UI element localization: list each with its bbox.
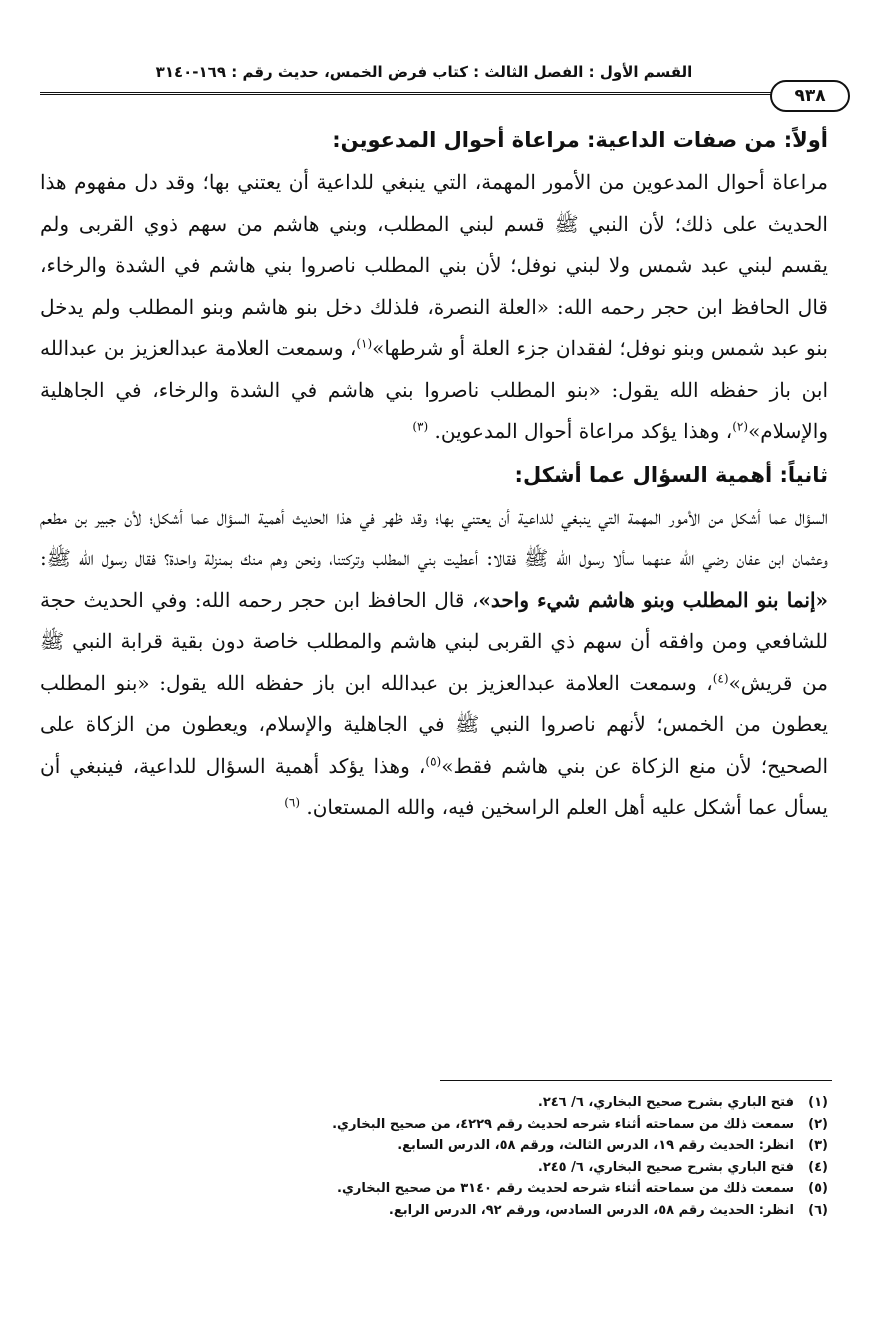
footnote-item	[40, 1157, 828, 1179]
footnote-number: (١)	[808, 1095, 828, 1110]
paragraph-text: مراعاة أحوال المدعوين من الأمور المهمة، التي ينبغي للداعية أن يعتني بها؛ وقد دل مفهوم هذا الحديث على ذلك؛ لأن النبي ﷺ قسم لبني المطلب، وبني هاشم من سهم ذوي القربى ولم يقسم لبني عبد شمس ولا لبني نوفل؛ لأن بني المطلب ناصروا بني هاشم في الشدة والرخاء، قال الحافظ ابن حجر رحمه الله: «العلة النصرة، فلذلك دخل بنو هاشم وبنو المطلب ولم يدخل بنو عبد شمس وبنو نوفل؛ لفقدان جزء العلة أو شرطها»	[40, 170, 828, 360]
footnote-number: (٥)	[808, 1181, 828, 1196]
footnote-text: فتح الباري بشرح صحيح البخاري، ٦/ ٢٤٥.	[537, 1159, 794, 1175]
footnote-item	[40, 1092, 828, 1114]
footnote-ref-5[interactable]: (٥)	[425, 753, 442, 768]
section-paragraph-2	[40, 497, 828, 829]
footnote-text: انظر: الحديث رقم ١٩، الدرس الثالث، ورقم ٥٨، الدرس السابع.	[397, 1138, 794, 1153]
footnote-ref-4[interactable]: (٤)	[712, 670, 729, 685]
paragraph-text: السؤال عما أشكل من الأمور المهمة التي ينبغي للداعية أن يعتني بها؛ وقد ظهر في هذا الحديث أهمية السؤال عما أشكل؛ لأن جبير بن مطعم وعثمان ابن عفان رضي الله عنهما سألا رسول الله ﷺ فقالا: أعطيت بني المطلب وتركتنا، ونحن وهم منك بمنزلة واحدة؟ فقال رسول الله ﷺ:	[40, 504, 829, 570]
paragraph-text: ، قال الحافظ ابن حجر رحمه الله: وفي الحديث حجة للشافعي ومن وافقه أن سهم ذي القربى لبني هاشم والمطلب خاصة دون بقية قرابة النبي ﷺ من قريش»	[40, 587, 828, 695]
footnote-text: سمعت ذلك من سماحته أثناء شرحه لحديث رقم ٤٢٢٩، من صحيح البخاري.	[332, 1116, 794, 1132]
footnote-ref-3[interactable]: (٣)	[412, 419, 429, 434]
section-paragraph-1	[40, 162, 828, 453]
footnotes-list	[40, 1092, 828, 1221]
footnote-item	[40, 1178, 828, 1200]
footnote-item	[40, 1114, 828, 1136]
footnote-text: انظر: الحديث رقم ٥٨، الدرس السادس، ورقم ٩٢، الدرس الرابع.	[388, 1202, 794, 1218]
footnote-text: سمعت ذلك من سماحته أثناء شرحه لحديث رقم ٣١٤٠ من صحيح البخاري.	[337, 1181, 794, 1196]
footnote-ref-6[interactable]: (٦)	[284, 795, 301, 810]
section-heading-1: أولاً: من صفات الداعية: مراعاة أحوال المدعوين:	[332, 128, 828, 152]
footnote-ref-2[interactable]: (٢)	[732, 419, 749, 434]
footnote-ref-1[interactable]: (١)	[356, 336, 373, 351]
page-number-badge: ٩٣٨	[770, 80, 850, 112]
section-heading-2: ثانياً: أهمية السؤال عما أشكل:	[514, 462, 828, 487]
running-header: القسم الأول : الفصل الثالث : كتاب فرض الخمس، حديث رقم : ١٦٩-٣١٤٠	[155, 63, 693, 81]
paragraph-text: ، وسمعت العلامة عبدالعزيز بن عبدالله ابن باز حفظه الله يقول: «بنو المطلب ناصروا بني هاشم في الشدة والرخاء، في الجاهلية والإسلام»	[40, 336, 828, 443]
paragraph-text: ، وسمعت العلامة عبدالعزيز بن عبدالله ابن باز حفظه الله يقول: «بنو المطلب يعطون من الخمس؛ لأنهم ناصروا النبي ﷺ في الجاهلية والإسلام، ويعطون من الزكاة على الصحيح؛ لأن منع الزكاة عن بني هاشم فقط»	[40, 670, 828, 778]
footnote-number: (٢)	[808, 1116, 828, 1132]
paragraph-text: ، وهذا يؤكد أهمية السؤال للداعية، فينبغي أن يسأل عما أشكل عليه أهل العلم الراسخين فيه، والله المستعان.	[40, 753, 828, 819]
footnote-number: (٦)	[808, 1202, 828, 1218]
footnote-number: (٣)	[808, 1138, 828, 1153]
footnote-item	[40, 1200, 828, 1222]
footnote-text: فتح الباري بشرح صحيح البخاري، ٦/ ٢٤٦.	[537, 1095, 794, 1110]
main-text	[40, 118, 828, 829]
hadith-quote: «إنما بنو المطلب وبنو هاشم شيء واحد»	[478, 587, 829, 612]
footnote-item	[40, 1135, 828, 1157]
footnote-number: (٤)	[808, 1159, 828, 1175]
header-rule	[40, 92, 782, 95]
paragraph-text: ، وهذا يؤكد مراعاة أحوال المدعوين.	[434, 419, 733, 443]
footnote-rule	[440, 1080, 832, 1081]
